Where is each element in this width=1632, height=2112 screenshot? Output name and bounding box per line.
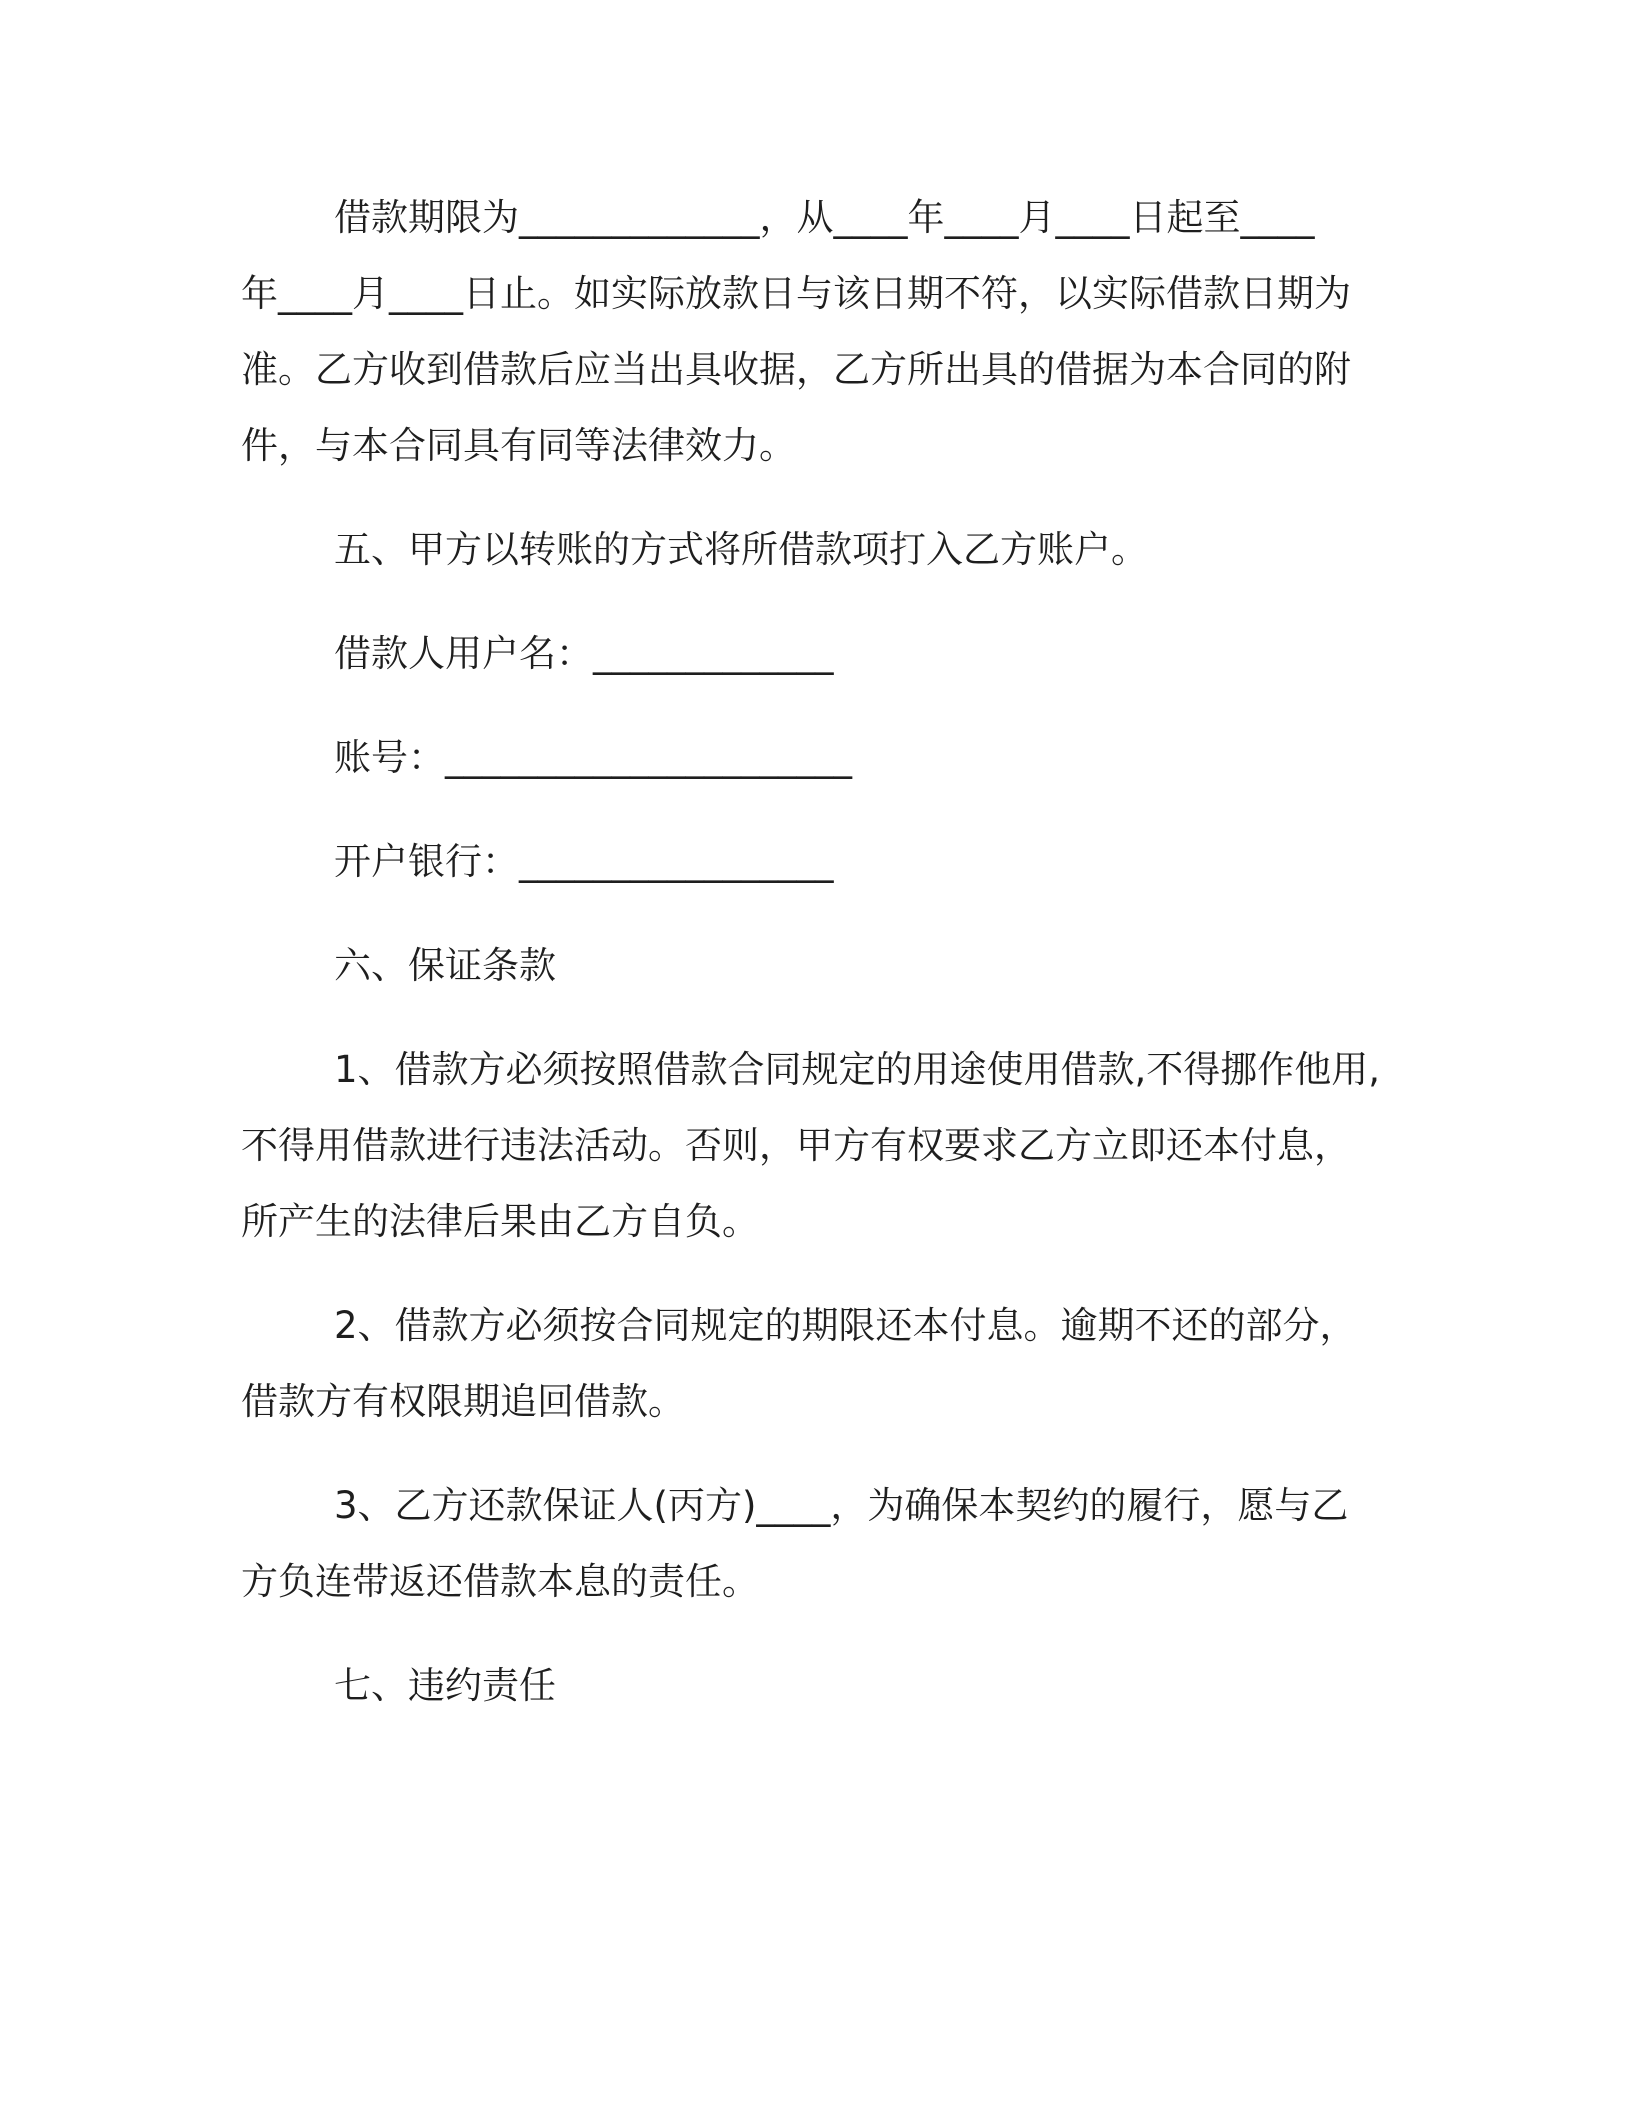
- field-borrower-username: [241, 616, 1452, 692]
- section-heading-seven: [241, 1648, 1452, 1724]
- text-line: 准。乙方收到借款后应当出具收据，乙方所出具的借据为本合同的附: [241, 348, 1351, 391]
- text-line: 借款人用户名：_____________: [334, 632, 834, 675]
- field-account-number: [241, 720, 1452, 796]
- text-line: 不得用借款进行违法活动。否则，甲方有权要求乙方立即还本付息，: [241, 1124, 1351, 1167]
- text-line: 七、违约责任: [334, 1664, 556, 1707]
- clause-3: [241, 1468, 1452, 1620]
- section-heading-six: [241, 928, 1452, 1004]
- field-opening-bank: [241, 824, 1452, 900]
- text-line: 六、保证条款: [334, 944, 556, 987]
- text-line: 借款方有权限期追回借款。: [241, 1380, 685, 1423]
- text-line: 借款期限为_____________，从____年____月____日起至____: [334, 196, 1315, 239]
- section-heading-five: [241, 512, 1452, 588]
- text-line: 方负连带返还借款本息的责任。: [241, 1560, 759, 1603]
- text-line: 1、借款方必须按照借款合同规定的用途使用借款,不得挪作他用,: [334, 1048, 1381, 1091]
- clause-1: [241, 1032, 1452, 1260]
- text-line: 3、乙方还款保证人(丙方)____，为确保本契约的履行，愿与乙: [334, 1484, 1349, 1527]
- text-line: 开户银行：_________________: [334, 840, 834, 883]
- text-line: 2、借款方必须按合同规定的期限还本付息。逾期不还的部分，: [334, 1304, 1357, 1347]
- paragraph-loan-term: [241, 180, 1452, 484]
- clause-2: [241, 1288, 1452, 1440]
- text-line: 五、甲方以转账的方式将所借款项打入乙方账户。: [334, 528, 1148, 571]
- text-line: 所产生的法律后果由乙方自负。: [241, 1200, 759, 1243]
- text-line: 年____月____日止。如实际放款日与该日期不符，以实际借款日期为: [241, 272, 1351, 315]
- text-line: 账号：______________________: [334, 736, 852, 779]
- text-line: 件，与本合同具有同等法律效力。: [241, 424, 796, 467]
